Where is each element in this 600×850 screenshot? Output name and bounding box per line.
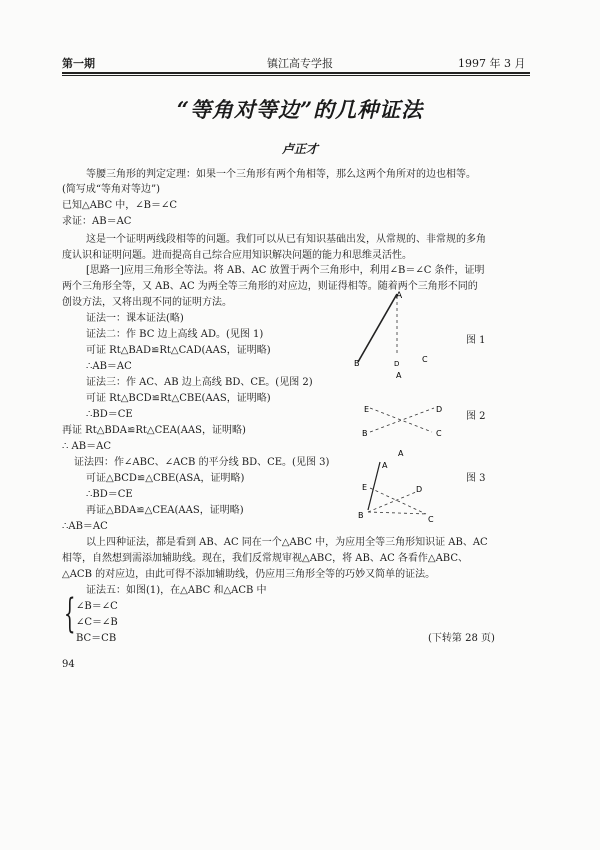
method-3-step-1: 可证 Rt△BCD≌Rt△CBE(AAS，证明略): [86, 393, 271, 404]
f3-label-c: C: [428, 515, 434, 524]
issue-date: 1997 年 3 月: [458, 57, 526, 70]
figure-2-label: 图 2: [466, 411, 486, 422]
journal-name: 镇江高专学报: [267, 57, 333, 70]
f2-label-a: A: [398, 449, 404, 458]
method-5: 证法五：如图(1)，在△ABC 和△ACB 中: [86, 585, 267, 596]
issue-label: 第一期: [62, 57, 95, 70]
summary-line-3: △ACB 的对应边，由此可得不添加辅助线，仍应用三角形全等的巧妙又简单的证法。: [62, 569, 436, 580]
f2-label-c: C: [436, 429, 442, 438]
f1-label-a: A: [396, 291, 403, 301]
f3-label-e: E: [362, 483, 368, 492]
condition-1: ∠B＝∠C: [76, 601, 118, 612]
method-2-conclusion: ∴AB＝AC: [86, 361, 132, 372]
f1-label-c: C: [422, 355, 428, 364]
method-4-step-1: 可证△BCD≌△CBE(ASA，证明略): [86, 473, 245, 484]
side-ab: [358, 294, 397, 362]
method-4-conclusion: ∴AB＝AC: [62, 521, 108, 532]
condition-2: ∠C＝∠B: [76, 617, 118, 628]
method-4-step-3: 再证△BDA≌△CEA(AAS，证明略): [86, 505, 244, 516]
page-number: 94: [62, 659, 75, 670]
prove: 求证：AB＝AC: [62, 216, 132, 227]
side-ab: [368, 462, 380, 510]
summary-line-2: 相等，自然想到需添加辅助线。现在，我们反常规审视△ABC，将 AB、AC 各看作△ABC、: [62, 553, 468, 564]
header-rule-thin: [62, 75, 530, 76]
f3-label-a: A: [382, 461, 388, 470]
f1-label-b: B: [354, 359, 360, 368]
f3-label-b: B: [358, 511, 364, 520]
f1-label-d: D: [394, 360, 400, 368]
header-rule: [62, 72, 530, 74]
idea-line-2: 两个三角形全等，又 AB、AC 为两全等三角形的对应边，则证得相等。随着两个三角形不同的: [62, 281, 478, 292]
bisector-bd: [368, 492, 416, 512]
f1-label-a2: A: [396, 371, 402, 380]
f2-label-e: E: [364, 405, 370, 414]
theorem-short: (简写成“等角对等边”): [62, 184, 161, 195]
idea-line-1: [思路一]应用三角形全等法。将 AB、AC 放置于两个三角形中，利用∠B＝∠C 条件，证明: [86, 265, 485, 276]
condition-brace: {: [64, 591, 76, 637]
f2-label-d: D: [436, 405, 443, 414]
altitude-bd: [370, 408, 434, 432]
theorem-statement: 等腰三角形的判定定理：如果一个三角形有两个角相等，那么这两个角所对的边也相等。: [86, 169, 476, 180]
intro-line-2: 度认识和证明问题。进而提高自己综合应用知识解决问题的能力和思维灵活性。: [62, 250, 412, 261]
altitude-ce: [370, 408, 432, 432]
figure-3-label: 图 3: [466, 473, 486, 484]
article-author: 卢正才: [281, 142, 318, 156]
method-3-conclusion: ∴ AB＝AC: [62, 441, 111, 452]
article-title: “等角对等边”的几种证法: [176, 97, 424, 122]
idea-line-3: 创设方法，又将出现不同的证明方法。: [62, 297, 232, 308]
method-4: 证法四：作∠ABC、∠ACB 的平分线 BD、CE。(见图 3): [74, 457, 330, 468]
f2-label-b: B: [362, 429, 368, 438]
base-bc: [368, 512, 428, 514]
intro-line-1: 这是一个证明两线段相等的问题。我们可以从已有知识基础出发，从常规的、非常规的多角: [86, 234, 486, 245]
method-4-step-2: ∴BD＝CE: [86, 489, 133, 500]
figure-1-label: 图 1: [466, 335, 486, 346]
method-2: 证法二：作 BC 边上高线 AD。(见图 1): [86, 329, 264, 340]
given: 已知△ABC 中，∠B＝∠C: [62, 200, 178, 211]
continued-note: (下转第 28 页): [428, 633, 495, 644]
method-2-step-1: 可证 Rt△BAD≌Rt△CAD(AAS，证明略): [86, 345, 271, 356]
method-3: 证法三：作 AC、AB 边上高线 BD、CE。(见图 2): [86, 377, 313, 388]
condition-3: BC＝CB: [76, 633, 117, 644]
f3-label-d: D: [416, 485, 423, 494]
method-1: 证法一：课本证法(略): [86, 313, 184, 324]
method-3-step-3: 再证 Rt△BDA≌Rt△CEA(AAS，证明略): [62, 425, 246, 436]
method-3-step-2: ∴BD＝CE: [86, 409, 133, 420]
figure-2: [350, 398, 460, 458]
figure-3: [350, 458, 450, 528]
summary-line-1: 以上四种证法，都是看到 AB、AC 同在一个△ABC 中，为应用全等三角形知识证 AB、AC: [86, 537, 488, 548]
figure-1: [340, 288, 440, 380]
